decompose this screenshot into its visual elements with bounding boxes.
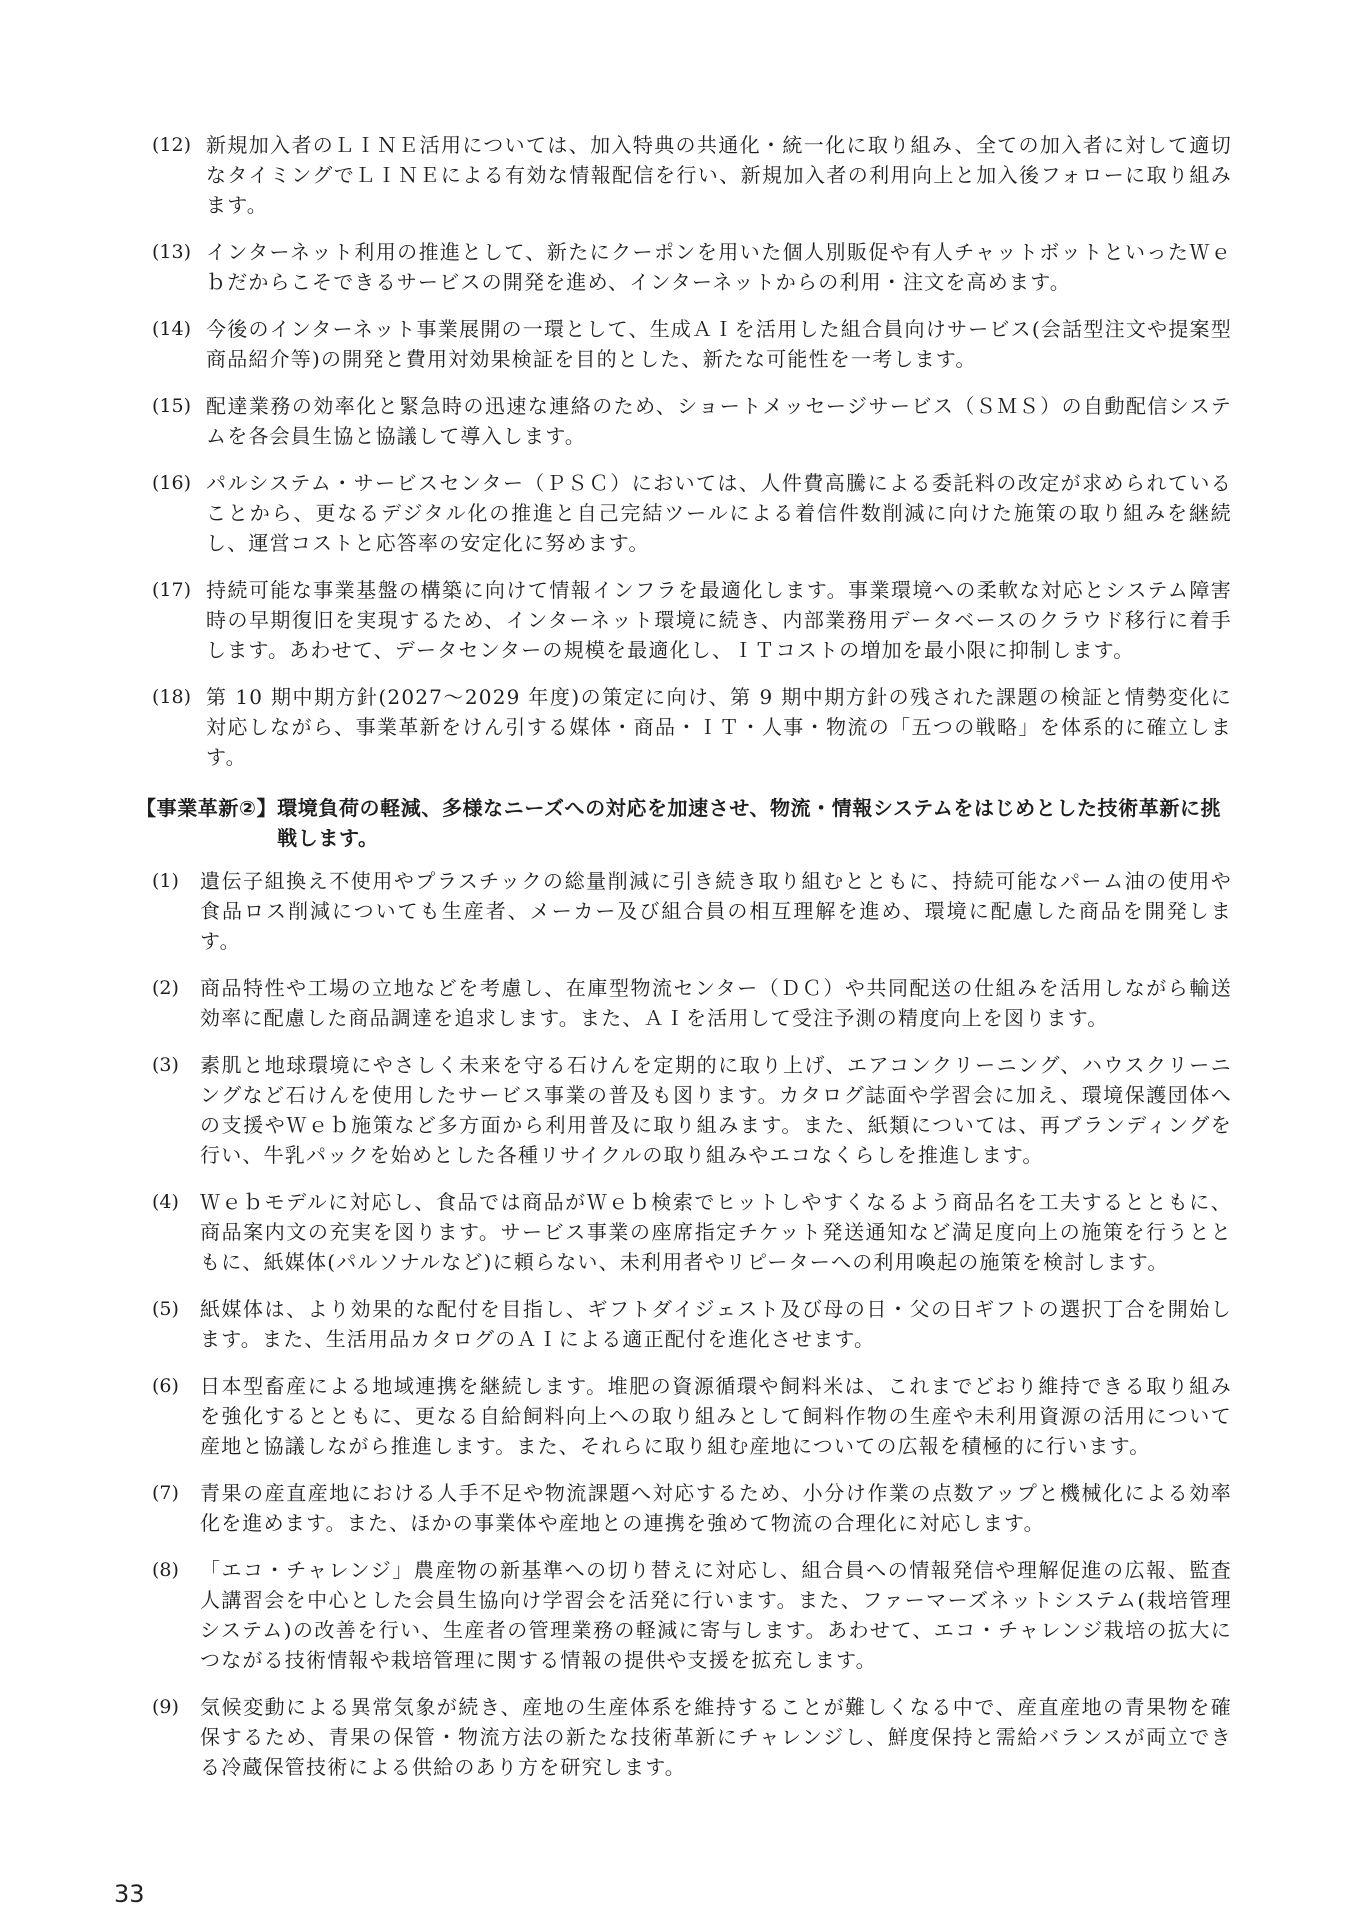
- list-item-1: [152, 866, 1232, 956]
- item-text: 配達業務の効率化と緊急時の迅速な連絡のため、ショートメッセージサービス（ＳＭＳ）の自動配信システムを各会員生協と協議して導入します。: [206, 394, 1232, 448]
- list-item-7: [152, 1478, 1232, 1538]
- item-text: 気候変動による異常気象が続き、産地の生産体系を維持することが難しくなる中で、産直産地の青果物を確保するため、青果の保管・物流方法の新たな技術革新にチャレンジし、鮮度保持と需給バランスが両立できる冷蔵保管技術による供給のあり方を研究します。: [200, 1695, 1232, 1779]
- list-item-6: [152, 1371, 1232, 1461]
- list-item-15: [152, 391, 1232, 451]
- list-item-16: [152, 468, 1232, 558]
- item-number: (8): [152, 1559, 179, 1581]
- item-number: (17): [152, 579, 192, 601]
- section-heading-text: 環境負荷の軽減、多様なニーズへの対応を加速させ、物流・情報システムをはじめとした技術革新に挑戦します。: [277, 796, 1222, 850]
- page-number: 33: [114, 1880, 145, 1908]
- item-text: 持続可能な事業基盤の構築に向けて情報インフラを最適化します。事業環境への柔軟な対応とシステム障害時の早期復旧を実現するため、インターネット環境に続き、内部業務用データベースのクラウド移行に着手します。あわせて、データセンターの規模を最適化し、ＩＴコストの増加を最小限に抑制します。: [206, 578, 1232, 662]
- item-number: (6): [152, 1375, 179, 1397]
- item-text: 商品特性や工場の立地などを考慮し、在庫型物流センター（ＤＣ）や共同配送の仕組みを活用しながら輸送効率に配慮した商品調達を追求します。また、ＡＩを活用して受注予測の精度向上を図ります。: [200, 976, 1232, 1030]
- item-number: (15): [152, 395, 192, 417]
- list-item-17: [152, 575, 1232, 665]
- list-item-14: [152, 314, 1232, 374]
- list-item-13: [152, 237, 1232, 297]
- item-text: 日本型畜産による地域連携を継続します。堆肥の資源循環や飼料米は、これまでどおり維持できる取り組みを強化するとともに、更なる自給飼料向上への取り組みとして飼料作物の生産や未利用資源の活用について産地と協議しながら推進します。また、それらに取り組む産地についての広報を積極的に行います。: [200, 1374, 1232, 1458]
- item-text: Ｗｅｂモデルに対応し、食品では商品がＷｅｂ検索でヒットしやすくなるよう商品名を工夫するとともに、商品案内文の充実を図ります。サービス事業の座席指定チケット発送通知など満足度向上の施策を行うとともに、紙媒体(パルソナルなど)に頼らない、未利用者やリピーターへの利用喚起の施策を検討します。: [200, 1190, 1232, 1274]
- item-text: 紙媒体は、より効果的な配付を目指し、ギフトダイジェスト及び母の日・父の日ギフトの選択丁合を開始します。また、生活用品カタログのＡＩによる適正配付を進化させます。: [200, 1297, 1232, 1351]
- item-text: 「エコ・チャレンジ」農産物の新基準への切り替えに対応し、組合員への情報発信や理解促進の広報、監査人講習会を中心とした会員生協向け学習会を活発に行います。また、ファーマーズネットシステム(栽培管理システム)の改善を行い、生産者の管理業務の軽減に寄与します。あわせて、エコ・チャレンジ栽培の拡大につながる技術情報や栽培管理に関する情報の提供や支援を拡充します。: [200, 1558, 1232, 1672]
- list-item-4: [152, 1187, 1232, 1277]
- item-text: 青果の産直産地における人手不足や物流課題へ対応するため、小分け作業の点数アップと機械化による効率化を進めます。また、ほかの事業体や産地との連携を強めて物流の合理化に対応します。: [200, 1481, 1232, 1535]
- item-number: (3): [152, 1054, 179, 1076]
- item-number: (14): [152, 318, 192, 340]
- list-item-2: [152, 973, 1232, 1033]
- item-text: 素肌と地球環境にやさしく未来を守る石けんを定期的に取り上げ、エアコンクリーニング、ハウスクリーニングなど石けんを使用したサービス事業の普及も図ります。カタログ誌面や学習会に加え、環境保護団体への支援やＷｅｂ施策など多方面から利用普及に取り組みます。また、紙類については、再ブランディングを行い、牛乳パックを始めとした各種リサイクルの取り組みやエコなくらしを推進します。: [200, 1053, 1232, 1167]
- item-text: 第 10 期中期方針(2027〜2029 年度)の策定に向け、第 9 期中期方針の残された課題の検証と情勢変化に対応しながら、事業革新をけん引する媒体・商品・ＩＴ・人事・物流の「五つの戦略」を体系的に確立します。: [206, 685, 1232, 769]
- item-text: 今後のインターネット事業展開の一環として、生成ＡＩを活用した組合員向けサービス(会話型注文や提案型商品紹介等)の開発と費用対効果検証を目的とした、新たな可能性を一考します。: [206, 317, 1232, 371]
- item-number: (2): [152, 977, 179, 999]
- list-item-18: [152, 682, 1232, 772]
- section-heading: [136, 793, 1236, 853]
- item-number: (13): [152, 241, 192, 263]
- list-item-12: [152, 130, 1232, 220]
- item-number: (7): [152, 1482, 179, 1504]
- numbered-list-lower: [152, 866, 1232, 1799]
- numbered-list-upper: [152, 130, 1232, 789]
- list-item-5: [152, 1294, 1232, 1354]
- list-item-8: [152, 1555, 1232, 1675]
- list-item-3: [152, 1050, 1232, 1170]
- item-number: (9): [152, 1696, 179, 1718]
- item-text: 新規加入者のＬＩＮＥ活用については、加入特典の共通化・統一化に取り組み、全ての加入者に対して適切なタイミングでＬＩＮＥによる有効な情報配信を行い、新規加入者の利用向上と加入後フォローに取り組みます。: [206, 133, 1232, 217]
- item-text: インターネット利用の推進として、新たにクーポンを用いた個人別販促や有人チャットボットといったＷｅｂだからこそできるサービスの開発を進め、インターネットからの利用・注文を高めます。: [206, 240, 1232, 294]
- item-text: パルシステム・サービスセンター（ＰＳＣ）においては、人件費高騰による委託料の改定が求められていることから、更なるデジタル化の推進と自己完結ツールによる着信件数削減に向けた施策の取り組みを継続し、運営コストと応答率の安定化に努めます。: [206, 471, 1232, 555]
- item-number: (4): [152, 1191, 179, 1213]
- item-number: (12): [152, 134, 192, 156]
- item-number: (16): [152, 472, 192, 494]
- item-number: (1): [152, 870, 179, 892]
- item-text: 遺伝子組換え不使用やプラスチックの総量削減に引き続き取り組むとともに、持続可能なパーム油の使用や食品ロス削減についても生産者、メーカー及び組合員の相互理解を進め、環境に配慮した商品を開発します。: [200, 869, 1232, 953]
- section-heading-tag: 【事業革新②】: [136, 796, 278, 820]
- item-number: (18): [152, 686, 192, 708]
- item-number: (5): [152, 1298, 179, 1320]
- list-item-9: [152, 1692, 1232, 1782]
